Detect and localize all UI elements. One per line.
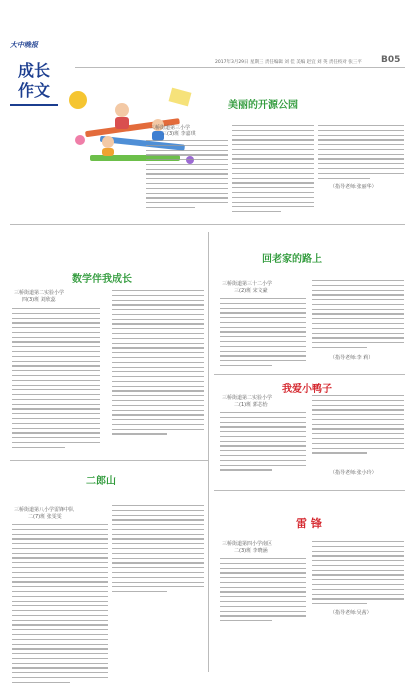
article-note: （指导老师:李 莉） [330,355,374,361]
section-title-line2: 作文 [18,81,51,100]
article-byline: 三桥街道第三小学 [150,125,191,131]
child-head-icon [102,136,114,148]
article-title: 二郎山 [86,476,116,487]
date-line: 2017年3月29日 星期三 责任编辑 刘 佳 美编 赵宜 刘 英 责任校对 张三平 [215,60,362,65]
article-title: 雷 锋 [296,517,322,530]
article-byline: 三(3)班 李嘉琪 [162,131,196,137]
article-title: 美丽的开源公园 [228,100,298,111]
article-byline: 二(1)班 郭芯怡 [234,402,268,408]
article-byline: 三桥街道第三十二小学 [222,281,273,287]
article-note: （指导老师:吴茜） [330,610,372,616]
paper-name: 大中晚报 [10,41,38,49]
article-byline: 三(2)班 宋文豪 [234,288,268,294]
section-title-line1: 成长 [18,61,51,80]
article-byline: 三桥街道第二实验小学 [14,290,65,296]
page-number: B05 [381,55,401,65]
article-title: 数学伴我成长 [72,274,132,285]
article-byline: 三桥街道第八小学雷锋中队 [14,507,75,513]
article-title: 我爱小鸭子 [282,384,332,395]
article-note: （指导老师:张小玲） [330,470,377,476]
flower-icon [75,135,85,145]
sun-icon [69,91,87,109]
article-byline: 二(7)班 张雯雯 [28,514,62,520]
article-byline: 三桥街道第四小学南区 [222,541,273,547]
article-byline: 二(3)班 李晓涵 [234,548,268,554]
article-note: （指导老师:张丽华） [330,184,377,190]
article-title: 回老家的路上 [262,254,322,265]
article-byline: 三桥街道第二实验小学 [222,395,273,401]
child-head-icon [115,103,129,117]
article-byline: 四(3)班 刘欣蕊 [22,297,56,303]
